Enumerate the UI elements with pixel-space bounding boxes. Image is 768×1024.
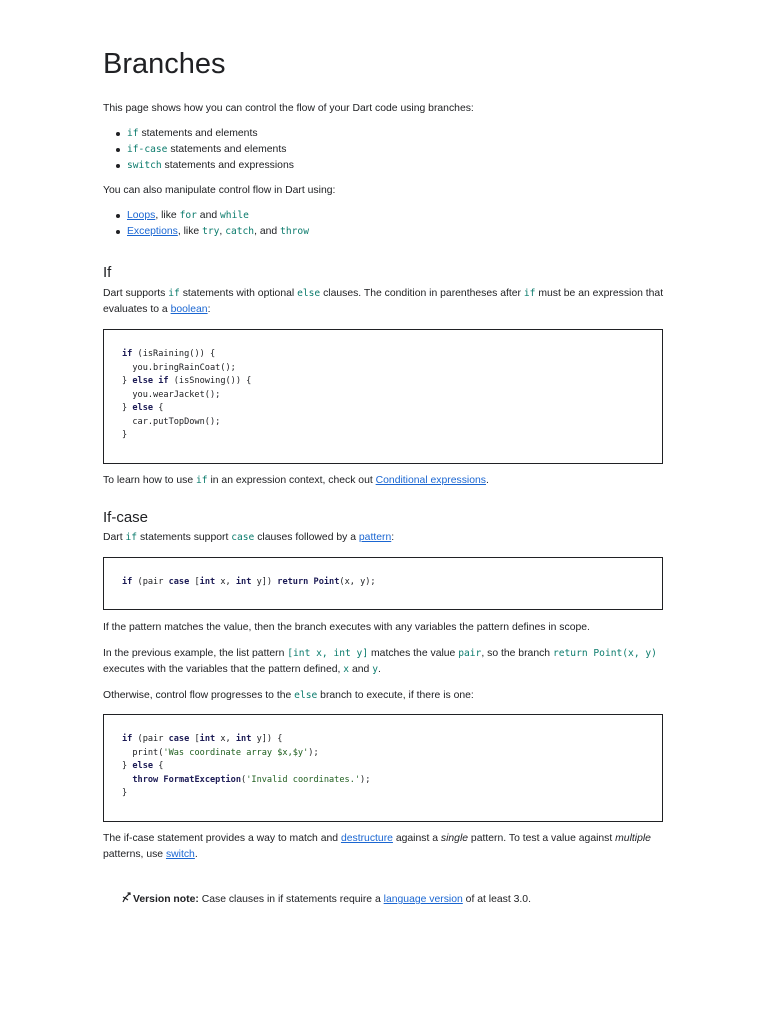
if-expression-paragraph: To learn how to use if in an expression context, check out Conditional expressions. bbox=[103, 475, 489, 486]
also-paragraph: You can also manipulate control flow in Dart using: bbox=[103, 185, 336, 196]
pattern-match-paragraph: If the pattern matches the value, then the branch executes with any variables the pattern defines in scope. bbox=[103, 622, 590, 633]
list-item: if-case statements and elements bbox=[127, 142, 294, 158]
list-item: switch statements and expressions bbox=[127, 158, 294, 174]
if-paragraph: Dart supports if statements with optional else clauses. The condition in parentheses after if must be an expression that evaluates to a boolean: bbox=[103, 288, 664, 315]
code-text: if (isRaining()) { you.bringRainCoat(); } else if (isSnowing()) { you.wearJacket(); } else { car.putTopDown(); } bbox=[122, 349, 252, 440]
switch-link[interactable]: switch bbox=[165, 849, 195, 860]
code-text: if (pair case [int x, int y]) return Point(x, y); bbox=[122, 577, 376, 587]
version-note: Version note: Case clauses in if statements require a language version of at least 3.0. bbox=[121, 892, 531, 909]
loops-link[interactable]: Loops bbox=[127, 210, 156, 221]
if-heading: If bbox=[103, 264, 112, 281]
also-list bbox=[103, 208, 309, 240]
language-version-link[interactable]: language version bbox=[383, 894, 463, 905]
example-paragraph: In the previous example, the list pattern [int x, int y] matches the value pair, so the branch return Point(x, y) executes with the variables that the pattern defined, x and y. bbox=[103, 648, 657, 675]
exceptions-link[interactable]: Exceptions bbox=[127, 226, 178, 237]
destructure-link[interactable]: destructure bbox=[340, 833, 393, 844]
list-item: Exceptions, like try, catch, and throw bbox=[127, 224, 309, 240]
destructure-paragraph: The if-case statement provides a way to match and destructure against a single pattern. To test a value against multiple patterns, use switch. bbox=[103, 833, 651, 860]
code-block-if bbox=[103, 329, 663, 464]
version-note-icon bbox=[121, 892, 133, 909]
pattern-link[interactable]: pattern bbox=[358, 532, 392, 543]
if-case-heading: If-case bbox=[103, 509, 149, 526]
page-title: Branches bbox=[103, 48, 226, 80]
otherwise-paragraph: Otherwise, control flow progresses to the else branch to execute, if there is one: bbox=[103, 690, 474, 701]
if-case-paragraph: Dart if statements support case clauses followed by a pattern: bbox=[103, 532, 395, 543]
intro-paragraph: This page shows how you can control the flow of your Dart code using branches: bbox=[103, 103, 474, 114]
list-item: Loops, like for and while bbox=[127, 208, 309, 224]
list-item: if statements and elements bbox=[127, 126, 294, 142]
boolean-link[interactable]: boolean bbox=[170, 304, 208, 315]
code-text: if (pair case [int x, int y]) { print('Was coordinate array $x,$y'); } else { throw FormatException('Invalid coordinates.'); } bbox=[122, 734, 371, 798]
code-block-if-case-else bbox=[103, 714, 663, 822]
conditional-expressions-link[interactable]: Conditional expressions bbox=[375, 475, 486, 486]
branches-list bbox=[103, 126, 294, 174]
code-block-if-case bbox=[103, 557, 663, 610]
